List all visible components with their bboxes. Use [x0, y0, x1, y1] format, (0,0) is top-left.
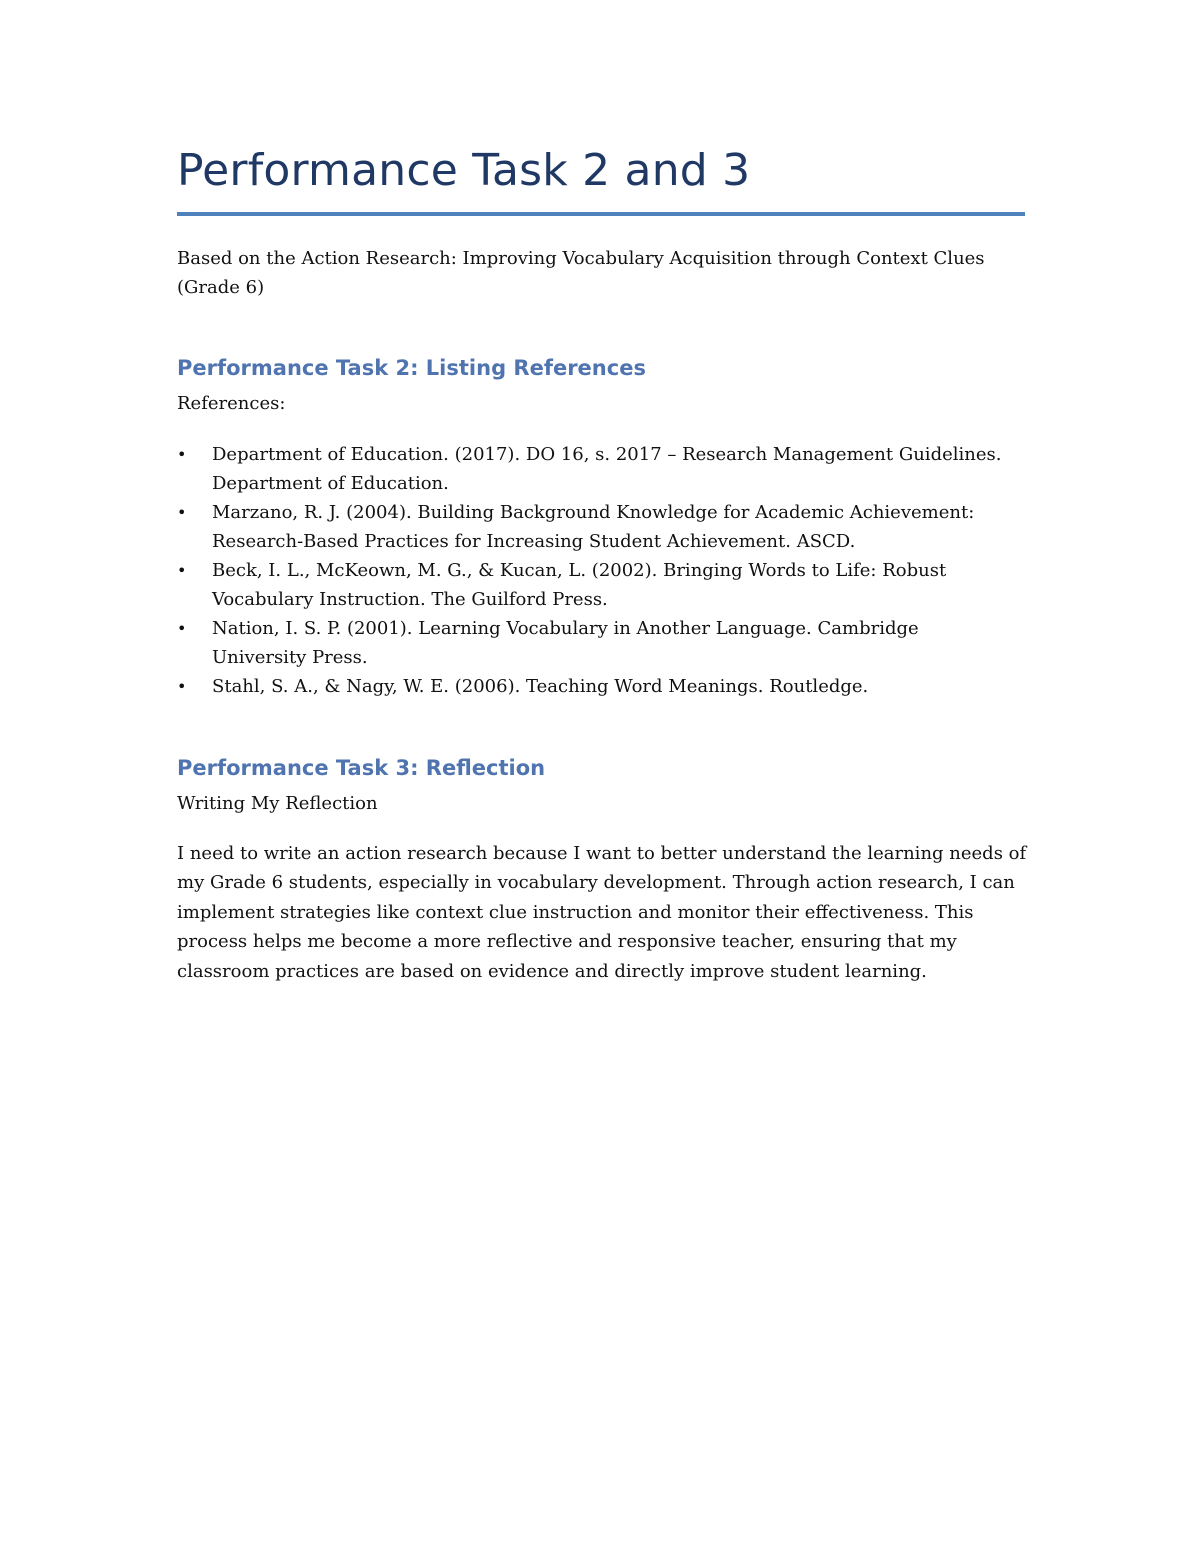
- reference-list: [177, 440, 1017, 701]
- reference-text: Beck, I. L., McKeown, M. G., & Kucan, L. (2002). Bringing Words to Life: Robust Vocabulary Instruction. The Guilford Press.: [212, 560, 947, 610]
- references-label: References:: [177, 393, 286, 414]
- document-subtitle: Based on the Action Research: Improving Vocabulary Acquisition through Context Clues (Grade 6): [177, 248, 985, 298]
- reference-item: [177, 614, 1017, 672]
- bullet-icon: •: [177, 445, 187, 464]
- reference-item: [177, 498, 1017, 556]
- bullet-icon: •: [177, 619, 187, 638]
- reflection-label: Writing My Reflection: [177, 793, 378, 814]
- document-page: [177, 140, 1027, 986]
- reference-text: Marzano, R. J. (2004). Building Background Knowledge for Academic Achievement: Research-Based Practices for Increasing Student Achievement. ASCD.: [212, 502, 975, 552]
- reference-item: [177, 440, 1017, 498]
- task3-heading: Performance Task 3: Reflection: [177, 756, 546, 780]
- document-title: Performance Task 2 and 3: [177, 145, 751, 196]
- task2-heading: Performance Task 2: Listing References: [177, 356, 646, 380]
- reference-text: Department of Education. (2017). DO 16, s. 2017 – Research Management Guidelines. Department of Education.: [212, 444, 1002, 494]
- reference-item: [177, 672, 1017, 701]
- reflection-paragraph: I need to write an action research because I want to better understand the learning needs of my Grade 6 students, especially in vocabulary development. Through action research, I can implement strategies like context clue instruction and monitor their effectiveness. This process helps me become a more reflective and responsive teacher, ensuring that my classroom practices are based on evidence and directly improve student learning.: [177, 843, 1027, 982]
- reference-text: Nation, I. S. P. (2001). Learning Vocabulary in Another Language. Cambridge University Press.: [212, 618, 919, 668]
- reference-item: [177, 556, 1017, 614]
- bullet-icon: •: [177, 561, 187, 580]
- bullet-icon: •: [177, 503, 187, 522]
- bullet-icon: •: [177, 677, 187, 696]
- title-underline-divider: [177, 212, 1025, 216]
- reference-text: Stahl, S. A., & Nagy, W. E. (2006). Teaching Word Meanings. Routledge.: [212, 676, 869, 697]
